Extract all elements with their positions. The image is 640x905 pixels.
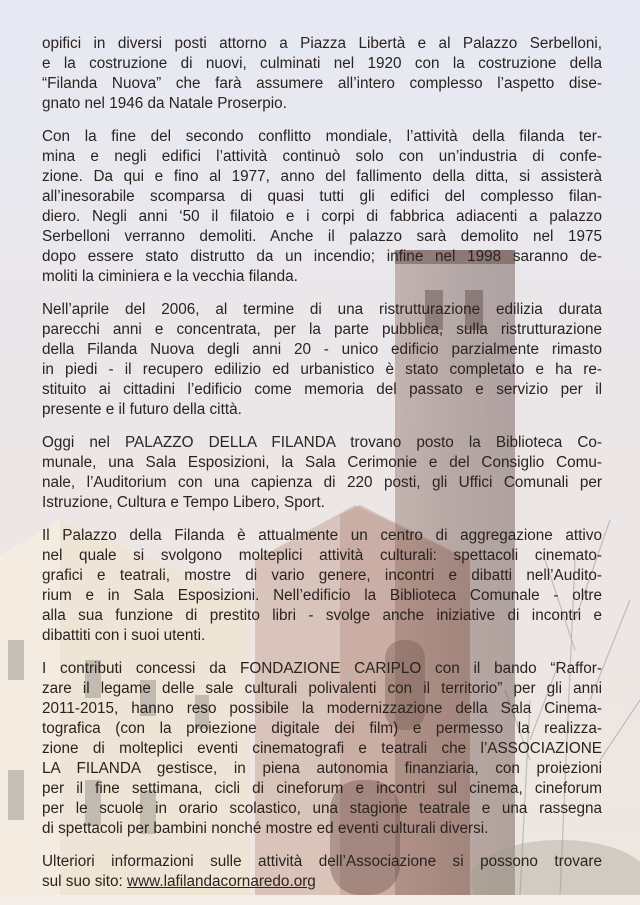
- text-line: LA FILANDA gestisce, in piena autonomia finanziaria, con proiezioni: [42, 760, 602, 777]
- text-line: Oggi nel PALAZZO DELLA FILANDA trovano posto la Biblioteca Co-: [42, 434, 602, 451]
- text-line: Serbelloni verranno demoliti. Anche il palazzo sarà demolito nel 1975: [42, 228, 602, 245]
- paragraph-cariplo: [42, 659, 602, 839]
- text-line: grafici e teatrali, mostre di vario genere, incontri e dibatti nell’Audito-: [42, 567, 602, 584]
- paragraph-postwar: [42, 127, 602, 287]
- text-line: per le scuole in orario scolastico, una stagione teatrale e una rassegna: [42, 800, 602, 817]
- paragraph-more-info: [42, 852, 602, 892]
- text-line: Con la fine del secondo conflitto mondiale, l’attività della filanda ter-: [42, 128, 602, 145]
- text-line: Istruzione, Cultura e Tempo Libero, Sport.: [42, 494, 325, 511]
- text-line: [42, 872, 602, 892]
- text-line: dopo essere stato distrutto da un incendio; infine nel 1998 saranno de-: [42, 248, 602, 265]
- paragraph-activities: [42, 526, 602, 646]
- text-line: diero. Negli anni ‘50 il filatoio e i corpi di fabbrica adiacenti a palazzo: [42, 208, 602, 225]
- text-line: “Filanda Nuova” che farà assumere all’intero complesso l’aspetto dise-: [42, 75, 602, 92]
- text-line: di spettacoli per bambini nonché mostre ed eventi culturali diversi.: [42, 820, 489, 837]
- text-line: Il Palazzo della Filanda è attualmente un centro di aggregazione attivo: [42, 527, 602, 544]
- text-line: per il fine settimana, cicli di cineforum e incontri sul cinema, cineforum: [42, 780, 602, 797]
- text-line: munale, una Sala Esposizioni, la Sala Cerimonie e del Consiglio Comu-: [42, 454, 602, 471]
- text-line: presente e il futuro della città.: [42, 401, 242, 418]
- text-line: moliti la ciminiera e la vecchia filanda.: [42, 268, 298, 285]
- text-line: zare il legame delle sale culturali polivalenti con il territorio” per gli anni: [42, 680, 602, 697]
- text-line: 2011-2015, hanno reso possibile la modernizzazione della Sala Cinema-: [42, 700, 602, 717]
- text-line: della Filanda Nuova degli anni 20 - unico edificio parzialmente rimasto: [42, 341, 602, 358]
- text-line: zione. Da qui e fino al 1977, anno del fallimento della ditta, si assisterà: [42, 168, 602, 185]
- paragraph-history-factories: [42, 34, 602, 114]
- text-line: dibattiti con i suoi utenti.: [42, 627, 206, 644]
- text-line: nel quale si svolgono molteplici attività culturali: spettacoli cinemato-: [42, 547, 602, 564]
- text-line: e la costruzione di nuovi, culminati nel 1920 con la costruzione della: [42, 55, 602, 72]
- text-line: Ulteriori informazioni sulle attività dell’Associazione si possono trovare: [42, 853, 602, 870]
- paragraph-today: [42, 433, 602, 513]
- text-line: nale, l’Auditorium con una capienza di 220 posti, gli Uffici Comunali per: [42, 474, 602, 491]
- text-line: Nell’aprile del 2006, al termine di una ristrutturazione edilizia durata: [42, 301, 602, 318]
- document-page: [42, 34, 602, 905]
- site-prefix: sul suo sito:: [42, 873, 128, 890]
- text-line: tografica (con la proiezione digitale dei film) e permesso la realizza-: [42, 720, 602, 737]
- text-line: mina e negli edifici l’attività continuò solo con un’industria di confe-: [42, 148, 602, 165]
- text-line: in piedi - il recupero edilizio ed urbanistico è stato completato e ha re-: [42, 361, 602, 378]
- text-line: stituito ai cittadini l’edificio come memoria del passato e servizio per il: [42, 381, 602, 398]
- text-line: rium e in Sala Esposizioni. Nell’edificio la Biblioteca Comunale - oltre: [42, 587, 602, 604]
- website-link[interactable]: www.lafilandacornaredo.org: [127, 873, 316, 890]
- text-line: parecchi anni e concentrata, per la parte pubblica, sulla ristrutturazione: [42, 321, 602, 338]
- text-line: zione di molteplici eventi cinematografi e teatrali che l’ASSOCIAZIONE: [42, 740, 602, 757]
- text-line: alla sua funzione di prestito libri - svolge anche iniziative di incontri e: [42, 607, 602, 624]
- text-line: opifici in diversi posti attorno a Piazza Libertà e al Palazzo Serbelloni,: [42, 35, 602, 52]
- paragraph-restoration: [42, 300, 602, 420]
- text-line: all’inesorabile scomparsa di quasi tutti gli edifici del complesso filan-: [42, 188, 602, 205]
- text-line: I contributi concessi da FONDAZIONE CARIPLO con il bando “Raffor-: [42, 660, 602, 677]
- text-line: gnato nel 1946 da Natale Proserpio.: [42, 95, 287, 112]
